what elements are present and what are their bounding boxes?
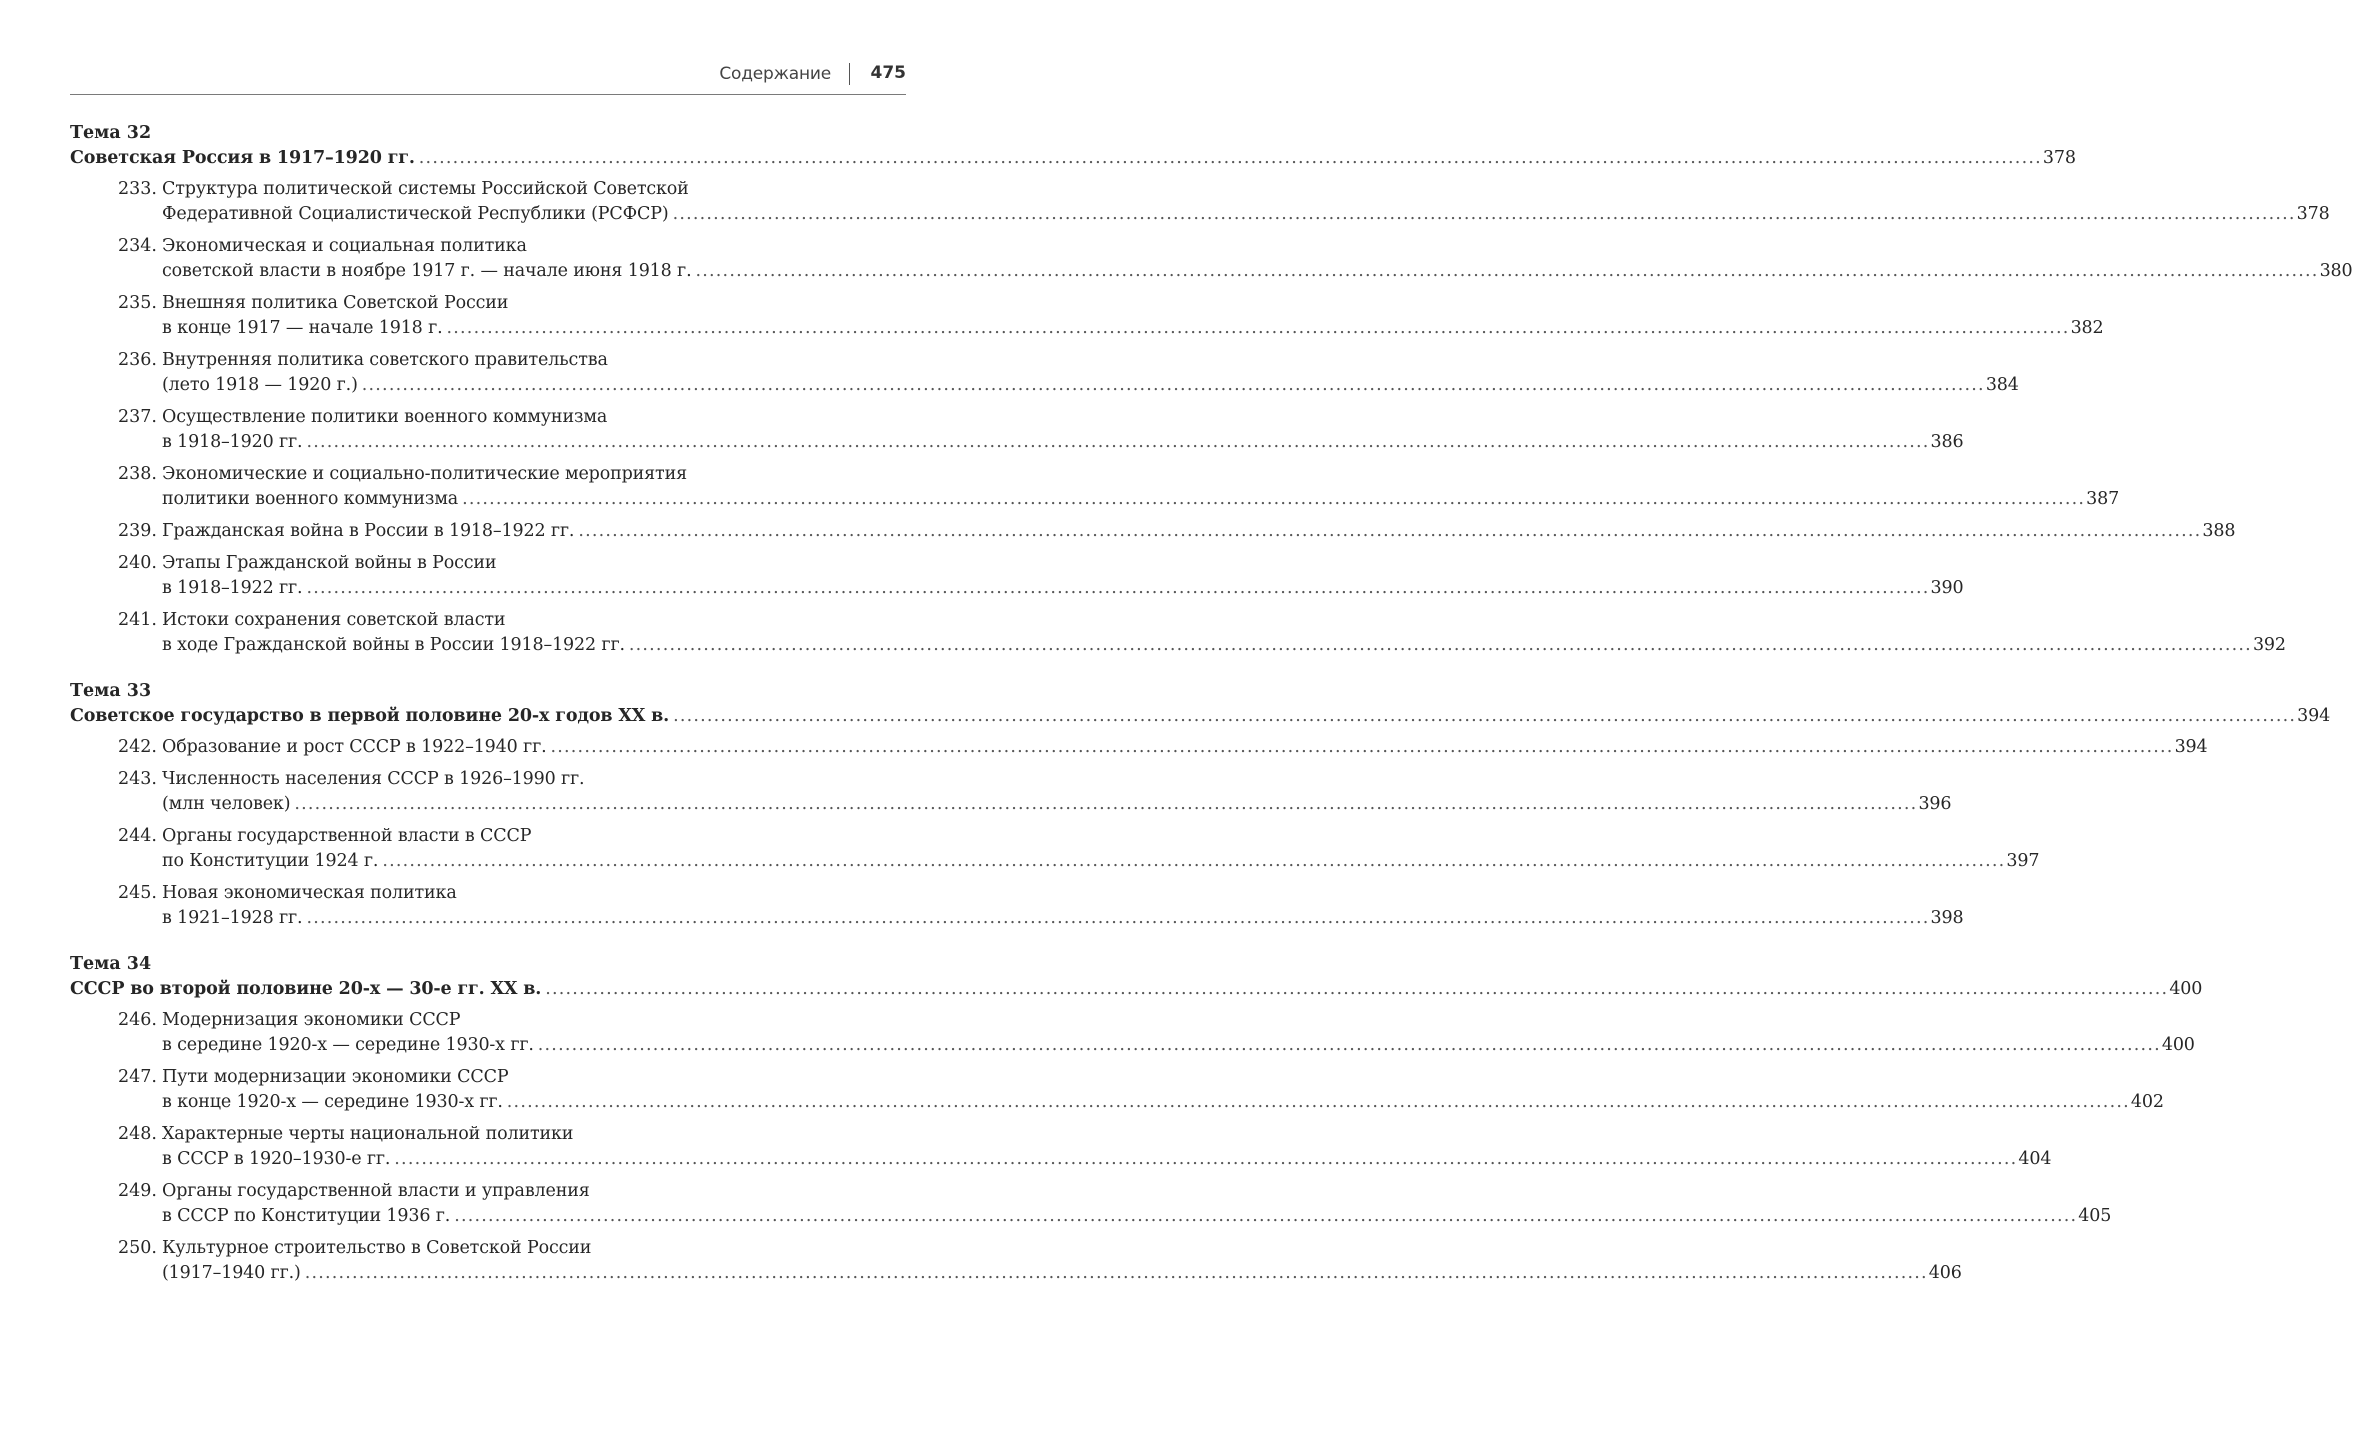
entry-title-tail: в ходе Гражданской войны в России 1918–1922 гг. bbox=[162, 635, 625, 655]
toc-entry[interactable] bbox=[70, 551, 1964, 601]
toc-section bbox=[70, 120, 2353, 658]
entry-body bbox=[162, 767, 1951, 817]
dot-leader bbox=[306, 430, 1929, 455]
entry-page-number: 394 bbox=[2174, 737, 2208, 757]
entry-number-cell bbox=[70, 462, 162, 512]
running-header bbox=[70, 56, 906, 95]
toc-entry[interactable] bbox=[70, 405, 1964, 455]
entry-body bbox=[162, 1236, 1962, 1286]
toc-entry[interactable] bbox=[70, 824, 2040, 874]
entry-number-cell bbox=[70, 881, 162, 931]
entry-last-line bbox=[162, 1147, 2051, 1172]
toc-entry[interactable] bbox=[70, 608, 2286, 658]
entry-page-number: 390 bbox=[1930, 578, 1964, 598]
entry-number: 246. bbox=[118, 1010, 157, 1030]
entry-page-number: 380 bbox=[2319, 261, 2353, 281]
entry-number-cell bbox=[70, 348, 162, 398]
entry-title-tail: в 1918–1920 гг. bbox=[162, 432, 303, 452]
entry-number: 244. bbox=[118, 826, 157, 846]
entry-title-line: Новая экономическая политика bbox=[162, 883, 457, 903]
entry-number: 238. bbox=[118, 464, 157, 484]
entry-title-tail: в СССР по Конституции 1936 г. bbox=[162, 1206, 451, 1226]
entry-last-line bbox=[162, 1090, 2164, 1115]
entry-title-line: Органы государственной власти и управления bbox=[162, 1181, 590, 1201]
entry-title-tail: Образование и рост СССР в 1922–1940 гг. bbox=[162, 737, 547, 757]
section-label: Тема 34 bbox=[70, 954, 152, 974]
entry-number-cell bbox=[70, 551, 162, 601]
entry-title-line: Характерные черты национальной политики bbox=[162, 1124, 574, 1144]
toc-entry[interactable] bbox=[70, 1179, 2112, 1229]
entry-last-line bbox=[162, 1204, 2111, 1229]
toc-entry[interactable] bbox=[70, 462, 2120, 512]
toc-entry[interactable] bbox=[70, 234, 2353, 284]
dot-leader bbox=[306, 906, 1929, 931]
toc-entry[interactable] bbox=[70, 735, 2208, 760]
entry-number-cell bbox=[70, 234, 162, 284]
entry-number-cell bbox=[70, 735, 162, 760]
dot-leader bbox=[447, 316, 2070, 341]
entry-title-tail: (млн человек) bbox=[162, 794, 291, 814]
entry-last-line bbox=[162, 487, 2119, 512]
entry-page-number: 405 bbox=[2078, 1206, 2112, 1226]
entry-last-line bbox=[162, 259, 2353, 284]
entry-page-number: 397 bbox=[2006, 851, 2040, 871]
entry-body bbox=[162, 177, 2330, 227]
entry-title-line: Экономические и социально-политические мероприятия bbox=[162, 464, 687, 484]
dot-leader bbox=[578, 519, 2201, 544]
header-separator bbox=[849, 63, 850, 85]
entry-title-line: Культурное строительство в Советской России bbox=[162, 1238, 592, 1258]
entry-title-line: Органы государственной власти в СССР bbox=[162, 826, 532, 846]
entry-page-number: 388 bbox=[2202, 521, 2236, 541]
dot-leader bbox=[538, 1033, 2161, 1058]
dot-leader bbox=[305, 1261, 1928, 1286]
entry-body bbox=[162, 462, 2119, 512]
dot-leader bbox=[629, 633, 2252, 658]
entry-title-line: Экономическая и социальная политика bbox=[162, 236, 527, 256]
entry-title-tail: Гражданская война в России в 1918–1922 гг. bbox=[162, 521, 575, 541]
entry-number: 235. bbox=[118, 293, 157, 313]
dot-leader bbox=[696, 259, 2319, 284]
dot-leader bbox=[419, 146, 2042, 171]
entry-last-line bbox=[162, 735, 2208, 760]
entry-title-tail: советской власти в ноябре 1917 г. — начале июня 1918 г. bbox=[162, 261, 692, 281]
entry-title-line: Истоки сохранения советской власти bbox=[162, 610, 506, 630]
entry-title-line: Пути модернизации экономики СССР bbox=[162, 1067, 509, 1087]
entry-number-cell bbox=[70, 608, 162, 658]
entry-number: 242. bbox=[118, 737, 157, 757]
entry-title-line: Численность населения СССР в 1926–1990 гг. bbox=[162, 769, 585, 789]
entry-title-tail: в конце 1920-х — середине 1930-х гг. bbox=[162, 1092, 503, 1112]
entry-title-tail: в середине 1920-х — середине 1930-х гг. bbox=[162, 1035, 534, 1055]
section-page-number: 378 bbox=[2042, 148, 2076, 168]
entry-page-number: 384 bbox=[1985, 375, 2019, 395]
entry-number-cell bbox=[70, 1236, 162, 1286]
entry-body bbox=[162, 1122, 2051, 1172]
section-label: Тема 33 bbox=[70, 681, 152, 701]
dot-leader bbox=[306, 576, 1929, 601]
entry-title-tail: политики военного коммунизма bbox=[162, 489, 459, 509]
entry-number: 243. bbox=[118, 769, 157, 789]
entry-title-tail: (лето 1918 — 1920 г.) bbox=[162, 375, 358, 395]
entry-body bbox=[162, 348, 2019, 398]
entry-number: 247. bbox=[118, 1067, 157, 1087]
entry-number: 241. bbox=[118, 610, 157, 630]
header-page-number: 475 bbox=[870, 63, 906, 83]
entry-page-number: 386 bbox=[1930, 432, 1964, 452]
entry-page-number: 382 bbox=[2070, 318, 2104, 338]
entry-title-tail: по Конституции 1924 г. bbox=[162, 851, 379, 871]
entry-number: 250. bbox=[118, 1238, 157, 1258]
dot-leader bbox=[362, 373, 1985, 398]
toc-section bbox=[70, 678, 2331, 931]
entry-last-line bbox=[162, 1033, 2195, 1058]
entry-last-line bbox=[162, 316, 2104, 341]
entry-number: 236. bbox=[118, 350, 157, 370]
entry-number-cell bbox=[70, 291, 162, 341]
dot-leader bbox=[394, 1147, 2017, 1172]
entry-title-tail: Федеративной Социалистической Республики (РСФСР) bbox=[162, 204, 669, 224]
entry-body bbox=[162, 735, 2208, 760]
entry-number: 237. bbox=[118, 407, 157, 427]
entry-number: 239. bbox=[118, 521, 157, 541]
entry-title-line: Внутренняя политика советского правительства bbox=[162, 350, 608, 370]
dot-leader bbox=[454, 1204, 2077, 1229]
entry-number: 240. bbox=[118, 553, 157, 573]
entry-number-cell bbox=[70, 405, 162, 455]
entry-page-number: 400 bbox=[2161, 1035, 2195, 1055]
dot-leader bbox=[294, 792, 1917, 817]
entry-body bbox=[162, 519, 2235, 544]
entry-title-line: Модернизация экономики СССР bbox=[162, 1010, 461, 1030]
entry-page-number: 402 bbox=[2130, 1092, 2164, 1112]
entry-number-cell bbox=[70, 1065, 162, 1115]
section-title: Советское государство в первой половине 20-х годов XX в. bbox=[70, 706, 670, 726]
entry-page-number: 392 bbox=[2252, 635, 2286, 655]
entry-body bbox=[162, 1179, 2111, 1229]
entry-body bbox=[162, 234, 2353, 284]
dot-leader bbox=[551, 735, 2174, 760]
toc-entry[interactable] bbox=[70, 881, 1964, 931]
toc-section bbox=[70, 951, 2203, 1286]
entry-page-number: 406 bbox=[1928, 1263, 1962, 1283]
dot-leader bbox=[673, 704, 2296, 729]
entry-page-number: 387 bbox=[2086, 489, 2120, 509]
entry-last-line bbox=[162, 792, 1951, 817]
entry-last-line bbox=[162, 430, 1963, 455]
entry-title-tail: в конце 1917 — начале 1918 г. bbox=[162, 318, 443, 338]
section-title: Советская Россия в 1917–1920 гг. bbox=[70, 148, 415, 168]
section-heading-link[interactable] bbox=[70, 977, 2203, 1002]
dot-leader bbox=[382, 849, 2005, 874]
entry-number-cell bbox=[70, 1122, 162, 1172]
dot-leader bbox=[545, 977, 2168, 1002]
entry-number: 248. bbox=[118, 1124, 157, 1144]
entry-body bbox=[162, 608, 2286, 658]
toc-entry[interactable] bbox=[70, 291, 2104, 341]
section-heading-link[interactable] bbox=[70, 146, 2076, 171]
entry-body bbox=[162, 824, 2039, 874]
entry-number: 234. bbox=[118, 236, 157, 256]
entry-last-line bbox=[162, 519, 2235, 544]
entry-number-cell bbox=[70, 177, 162, 227]
entry-title-line: Структура политической системы Российской Советской bbox=[162, 179, 689, 199]
entry-body bbox=[162, 1008, 2195, 1058]
entry-body bbox=[162, 405, 1963, 455]
entry-title-tail: в 1918–1922 гг. bbox=[162, 578, 303, 598]
section-title: СССР во второй половине 20-х — 30-е гг. XX в. bbox=[70, 979, 542, 999]
section-page-number: 394 bbox=[2297, 706, 2331, 726]
toc-entry[interactable] bbox=[70, 177, 2330, 227]
toc-entry[interactable] bbox=[70, 1236, 1962, 1286]
toc-entry[interactable] bbox=[70, 519, 2236, 544]
entry-page-number: 398 bbox=[1930, 908, 1964, 928]
dot-leader bbox=[507, 1090, 2130, 1115]
entry-last-line bbox=[162, 633, 2286, 658]
entry-number-cell bbox=[70, 1008, 162, 1058]
entry-last-line bbox=[162, 849, 2039, 874]
section-heading-link[interactable] bbox=[70, 704, 2331, 729]
entry-last-line bbox=[162, 1261, 1962, 1286]
entry-body bbox=[162, 881, 1963, 931]
section-label: Тема 32 bbox=[70, 123, 152, 143]
entry-page-number: 404 bbox=[2018, 1149, 2052, 1169]
entry-body bbox=[162, 551, 1963, 601]
entry-title-line: Осуществление политики военного коммунизма bbox=[162, 407, 608, 427]
entry-number-cell bbox=[70, 767, 162, 817]
entry-page-number: 396 bbox=[1918, 794, 1952, 814]
entry-body bbox=[162, 291, 2104, 341]
entry-number-cell bbox=[70, 519, 162, 544]
toc-entry[interactable] bbox=[70, 348, 2019, 398]
entry-last-line bbox=[162, 202, 2330, 227]
entry-number-cell bbox=[70, 824, 162, 874]
entry-title-line: Этапы Гражданской войны в России bbox=[162, 553, 497, 573]
entry-page-number: 378 bbox=[2296, 204, 2330, 224]
toc-entry[interactable] bbox=[70, 1122, 2052, 1172]
dot-leader bbox=[462, 487, 2085, 512]
entry-number-cell bbox=[70, 1179, 162, 1229]
entry-number: 233. bbox=[118, 179, 157, 199]
toc-entry[interactable] bbox=[70, 1008, 2195, 1058]
entry-title-tail: в 1921–1928 гг. bbox=[162, 908, 303, 928]
entry-title-tail: (1917–1940 гг.) bbox=[162, 1263, 301, 1283]
section-page-number: 400 bbox=[2169, 979, 2203, 999]
entry-last-line bbox=[162, 906, 1963, 931]
toc-entry[interactable] bbox=[70, 1065, 2164, 1115]
header-title: Содержание bbox=[719, 64, 831, 84]
dot-leader bbox=[673, 202, 2296, 227]
entry-title-tail: в СССР в 1920–1930-е гг. bbox=[162, 1149, 391, 1169]
entry-number: 245. bbox=[118, 883, 157, 903]
entry-title-line: Внешняя политика Советской России bbox=[162, 293, 509, 313]
entry-last-line bbox=[162, 373, 2019, 398]
toc-entry[interactable] bbox=[70, 767, 1952, 817]
table-of-contents bbox=[70, 120, 2353, 1293]
entry-last-line bbox=[162, 576, 1963, 601]
entry-body bbox=[162, 1065, 2164, 1115]
entry-number: 249. bbox=[118, 1181, 157, 1201]
